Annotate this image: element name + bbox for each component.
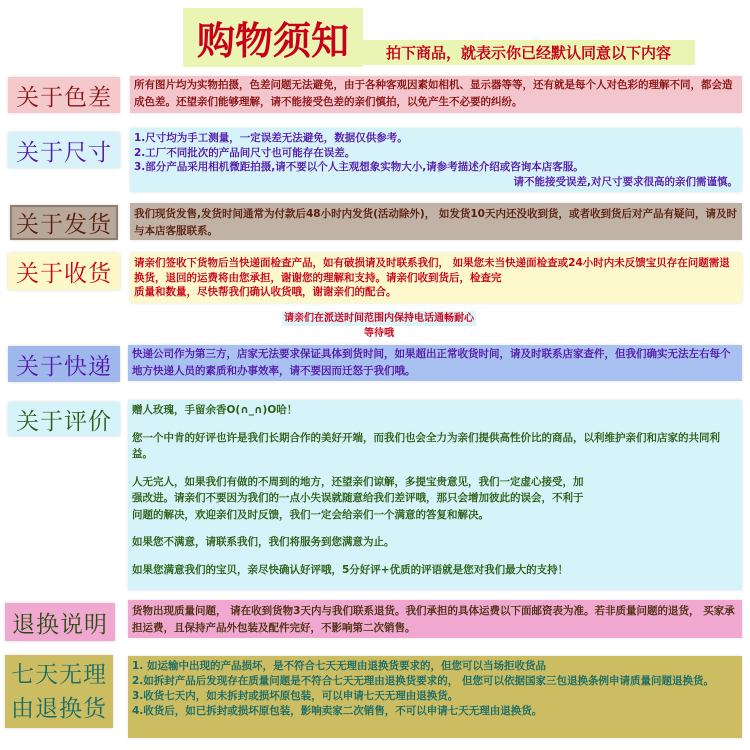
text-line: 质量和数量，尽快帮我们确认收货哦，谢谢亲们的配合。 [134, 286, 397, 298]
text-paragraph: 如果您满意我们的宝贝，亲尽快确认好评哦，5分好评+优质的评语就是您对我们最大的支持！ [132, 563, 569, 576]
text-line: 请不能接受误差,对尺寸要求很高的亲们需谨慎。 [513, 175, 738, 188]
text-line: 4.收货后，如已拆封或损坏原包装，影响卖家二次销售，不可以申请七天无理由退换货。 [132, 705, 543, 717]
text-line: 所有图片均为实物拍摄，色差问题无法避免，由于各种客观因素如相机、显示器等等，还有就是每个人对色彩的理解不同，都会造成色差。还望亲们能够理解，请不能接受色差的亲们慎拍，以免产生不必要的纠纷。 [134, 79, 733, 108]
section-label-receiving: 关于收货 [8, 253, 120, 290]
receiving-note: 请亲们在派送时间范围内保持电话通畅耐心等待哦 [284, 313, 474, 339]
text-line: 货物出现质量问题， 请在收到货物3天内与我们联系退货。我们承担的具体运费以下面邮资表为准。若非质量问题的退货， 买家承担运费，且保持产品外包装及配件完好，不影响第二次销售。 [132, 605, 735, 634]
text-line: 请亲们签收下货物后当快递面检查产品，如有破损请及时联系我们， 如果您未当快递面检查或24小时内未反馈宝贝存在问题需退换货，退回的运费将由您承担，谢谢您的理解和支持。请亲们收到货后，检查完 [134, 257, 730, 284]
section-label-returns: 退换说明 [5, 603, 115, 641]
text-line: 3.部分产品采用相机微距拍摄,请不要以个人主观想象实物大小,请参考描述介绍或咨询本店客服。 [134, 161, 584, 173]
label-line: 七天无理 [11, 661, 107, 688]
section-label-shipping: 关于发货 [10, 205, 118, 240]
title-box [183, 8, 363, 67]
text-line: 2.如拆封产品后发现存在质量问题是不符合七天无理由退换货要求的， 但您可以依据国家三包退换条例申请质量问题退换货。 [132, 675, 714, 687]
section-label-review: 关于评价 [8, 402, 120, 436]
section-content-receiving [130, 253, 742, 303]
section-label-seven-day [5, 655, 113, 728]
section-content-courier [128, 345, 742, 381]
section-content-returns [128, 600, 742, 638]
section-content-color [130, 76, 742, 113]
page-subtitle: 拍下商品，就表示你已经默认同意以下内容 [385, 44, 671, 62]
text-paragraph: 人无完人，如果我们有做的不周到的地方，还望亲们谅解，多提宝贵意见，我们一定虚心接受，加强改进。请亲们不要因为我们的一点小失误就随意给我们差评哦，那只会增加彼此的误会，不利于问题的解决，欢迎亲们及时反馈，我们一定会给亲们一个满意的答复和解决。 [132, 475, 584, 521]
section-content-review [128, 400, 742, 590]
text-line: 2.工厂不同批次的产品间尺寸也可能存在误差。 [134, 146, 356, 159]
text-paragraph: 如果您不满意，请联系我们，我们将服务到您满意为止。 [132, 536, 395, 548]
text-line: 1. 如运输中出现的产品损坏，是不符合七天无理由退换货要求的，但您可以当场拒收货品 [132, 660, 546, 672]
text-line: 快递公司作为第三方，店家无法要求保证具体到货时间，如果超出正常收货时间，请及时联系店家查件，但我们确实无法左右每个地方快递人员的素质和办事效率，请不要因而迁怒于我们哦。 [132, 348, 731, 377]
text-line: 1.尺寸均为手工测量，一定误差无法避免，数据仅供参考。 [134, 132, 408, 144]
section-content-seven-day [128, 656, 742, 738]
page-title: 购物须知 [196, 19, 349, 63]
label-line: 由退换货 [11, 695, 107, 722]
section-label-size: 关于尺寸 [8, 132, 120, 168]
text-line: 我们现货发售,发货时间通常为付款后48小时内发货(活动除外)， 如发货10天内还没收到货，或者收到货后对产品有疑问，请及时与本店客服联系。 [134, 208, 737, 237]
section-content-size [130, 128, 742, 192]
section-label-color: 关于色差 [8, 77, 120, 113]
text-paragraph: 赠人玫瑰，手留余香O(∩_∩)O哈！ [132, 404, 298, 416]
text-line: 3.收货七天内，如未拆封或损坏原包装，可以申请七天无理由退换货。 [132, 690, 459, 702]
section-content-shipping [130, 203, 742, 240]
section-label-courier: 关于快递 [8, 346, 120, 382]
text-paragraph: 您一个中肯的好评也许是我们长期合作的美好开端，而我们也会全力为亲们提供高性价比的商品，以利维护亲们和店家的共同利益。 [132, 431, 720, 460]
subtitle-box [362, 40, 695, 65]
